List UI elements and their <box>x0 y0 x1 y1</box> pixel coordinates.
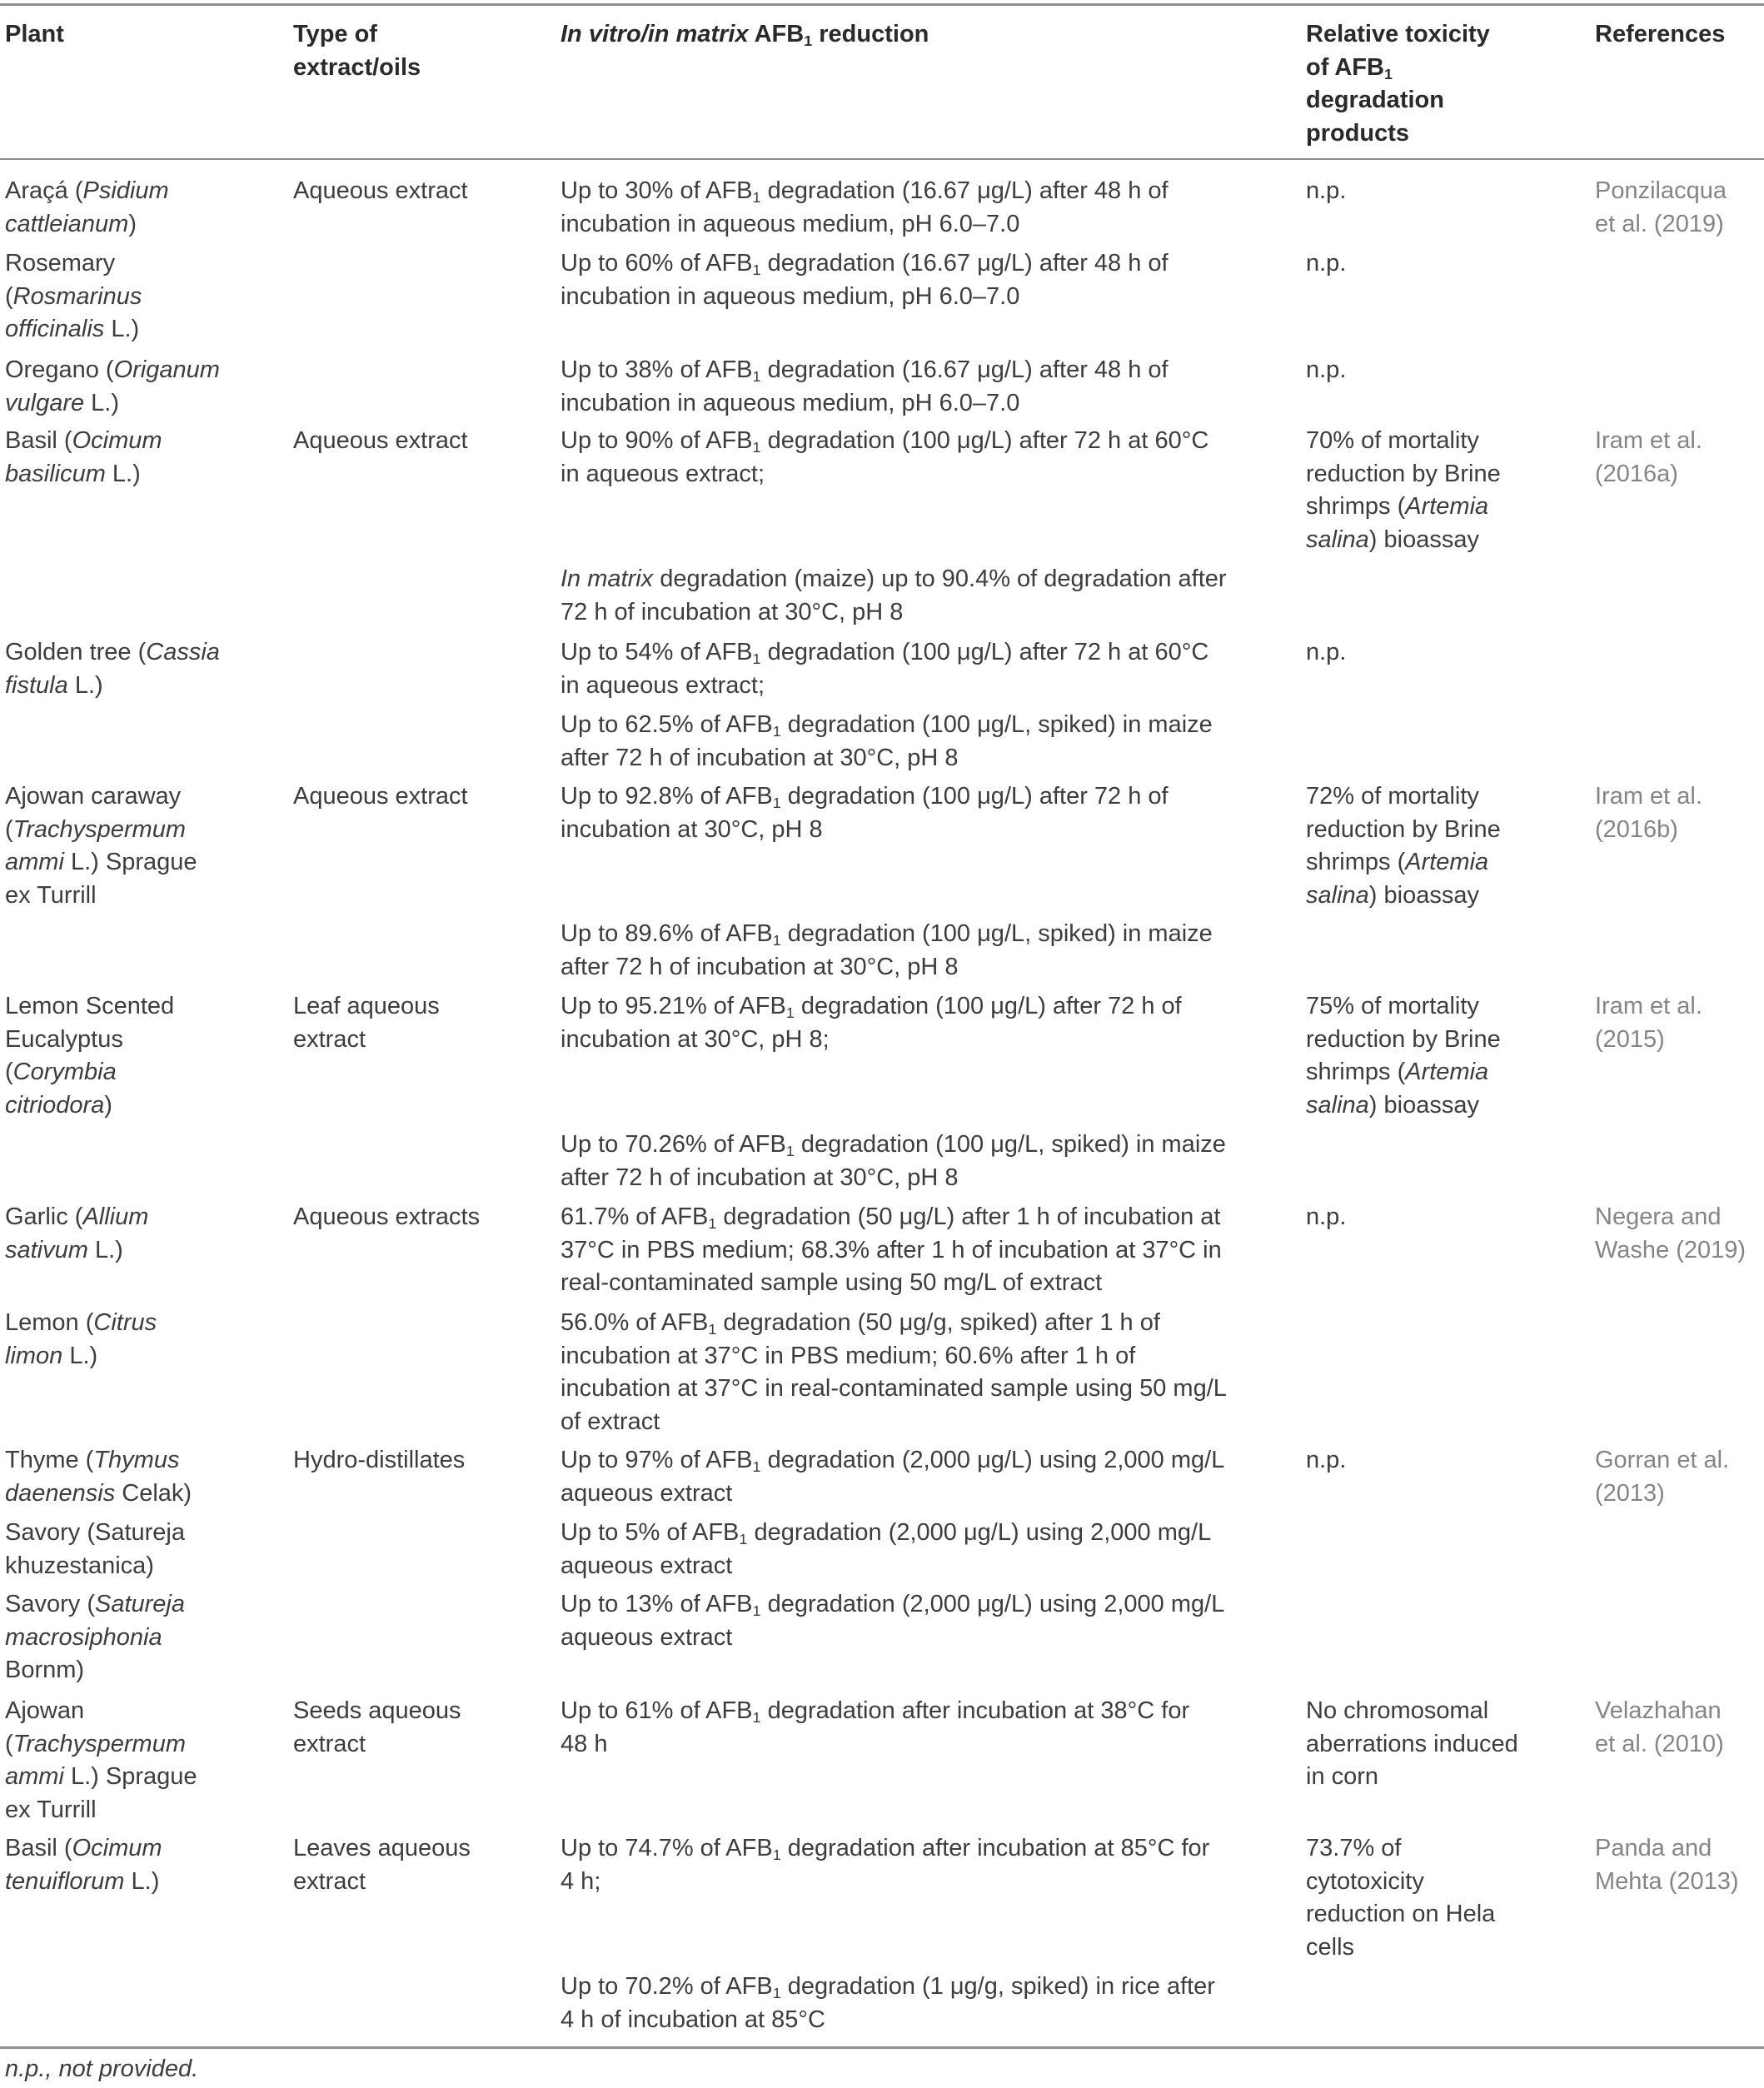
cell-plant: Lemon (Citrus limon L.) <box>5 1309 157 1369</box>
cell-reduction: 56.0% of $AFB_1$ degradation (50 μg/g, spiked) after 1 h of incubation at 37°C in PBS medium; 60.6% after 1 h of incubation at 37°C in real-contaminated sample using 50 mg/L of extract <box>561 1309 1227 1435</box>
cell-reference: Iram et al. (2016b) <box>1595 783 1702 843</box>
cell-plant: Rosemary (Rosmarinus officinalis L.) <box>5 250 142 342</box>
cell-toxicity: 75% of mortality reduction by Brine shrimps (Artemia salina) bioassay <box>1306 993 1501 1119</box>
cell-plant: Lemon Scented Eucalyptus (Corymbia citriodora) <box>5 993 175 1119</box>
cell-plant: Thyme (Thymus daenensis Celak) <box>5 1447 192 1507</box>
cell-reduction: Up to 74.7% of $AFB_1$ degradation after incubation at 85°C for 4 h; <box>561 1835 1210 1895</box>
cell-reduction: Up to 60% of $AFB_1$ degradation (16.67 μg/L) after 48 h of incubation in aqueous medium, pH 6.0–7.0 <box>561 250 1169 310</box>
cell-reduction: Up to 61% of $AFB_1$ degradation after incubation at 38°C for 48 h <box>561 1697 1190 1757</box>
cell-reference: Ponzilacqua et al. (2019) <box>1595 177 1727 237</box>
cell-reduction: Up to 97% of $AFB_1$ degradation (2,000 μg/L) using 2,000 mg/L aqueous extract <box>561 1447 1225 1507</box>
cell-reduction: Up to 95.21% of $AFB_1$ degradation (100 μg/L) after 72 h of incubation at 30°C, pH 8; <box>561 993 1182 1053</box>
cell-reduction: Up to 38% of $AFB_1$ degradation (16.67 μg/L) after 48 h of incubation in aqueous medium, pH 6.0–7.0 <box>561 356 1169 416</box>
table-footnote: n.p., not provided. <box>5 2056 199 2082</box>
cell-reduction: Up to 54% of $AFB_1$ degradation (100 μg/L) after 72 h at 60°C in aqueous extract; <box>561 639 1209 699</box>
cell-type: Aqueous extract <box>293 427 468 454</box>
cell-reference: Panda and Mehta (2013) <box>1595 1835 1739 1895</box>
header-plant: Plant <box>5 21 64 47</box>
header-references: References <box>1595 21 1726 47</box>
cell-toxicity: 72% of mortality reduction by Brine shrimps (Artemia salina) bioassay <box>1306 783 1501 909</box>
cell-plant: Savory (Satureja khuzestanica) <box>5 1519 185 1579</box>
cell-plant: Golden tree (Cassia fistula L.) <box>5 639 220 699</box>
cell-toxicity: 73.7% of cytotoxicity reduction on Hela cells <box>1306 1835 1496 1961</box>
cell-plant: Oregano (Origanum vulgare L.) <box>5 356 220 416</box>
cell-reduction: Up to 5% of $AFB_1$ degradation (2,000 μg/L) using 2,000 mg/L aqueous extract <box>561 1519 1212 1579</box>
cell-plant: Ajowan (Trachyspermum ammi L.) Sprague ex Turrill <box>5 1697 197 1823</box>
cell-plant: Basil (Ocimum basilicum L.) <box>5 427 162 487</box>
cell-reference: Iram et al. (2015) <box>1595 993 1702 1053</box>
cell-plant: Garlic (Allium sativum L.) <box>5 1203 149 1263</box>
cell-type: Leaves aqueous extract <box>293 1835 471 1895</box>
cell-reduction: Up to 90% of $AFB_1$ degradation (100 μg/L) after 72 h at 60°C in aqueous extract; <box>561 427 1209 487</box>
cell-toxicity: n.p. <box>1306 1447 1347 1473</box>
cell-plant: Basil (Ocimum tenuiflorum L.) <box>5 1835 162 1895</box>
cell-reduction-extra: In matrix degradation (maize) up to 90.4% of degradation after 72 h of incubation at 30°C, pH 8 <box>561 566 1227 625</box>
header-type: Type of extract/oils <box>293 21 421 81</box>
bottom-rule <box>0 2046 1764 2049</box>
cell-reference: Iram et al. (2016a) <box>1595 427 1702 487</box>
cell-reduction: Up to 92.8% of $AFB_1$ degradation (100 μg/L) after 72 h of incubation at 30°C, pH 8 <box>561 783 1169 843</box>
cell-type: Aqueous extracts <box>293 1203 481 1230</box>
cell-type: Leaf aqueous extract <box>293 993 440 1053</box>
cell-reference: Negera and Washe (2019) <box>1595 1203 1747 1263</box>
cell-toxicity: 70% of mortality reduction by Brine shrimps (Artemia salina) bioassay <box>1306 427 1501 553</box>
cell-reference: Velazhahan et al. (2010) <box>1595 1697 1724 1757</box>
cell-plant: Savory (Satureja macrosiphonia Bornm) <box>5 1591 185 1683</box>
cell-toxicity: n.p. <box>1306 177 1347 204</box>
cell-toxicity: n.p. <box>1306 639 1347 665</box>
cell-reference: Gorran et al. (2013) <box>1595 1447 1730 1507</box>
header-toxicity: Relative toxicity of $AFB_1$ degradation products <box>1306 21 1490 147</box>
cell-reduction-extra: Up to 70.26% of $AFB_1$ degradation (100 μg/L, spiked) in maize after 72 h of incubation at 30°C, pH 8 <box>561 1131 1226 1191</box>
header-rule <box>0 158 1764 160</box>
header-reduction: In vitro/in matrix $AFB_1$ reduction <box>561 21 929 50</box>
top-rule <box>0 3 1764 6</box>
cell-reduction: Up to 30% of $AFB_1$ degradation (16.67 μg/L) after 48 h of incubation in aqueous medium, pH 6.0–7.0 <box>561 177 1169 237</box>
cell-reduction: Up to 13% of $AFB_1$ degradation (2,000 μg/L) using 2,000 mg/L aqueous extract <box>561 1591 1225 1651</box>
cell-reduction-extra: Up to 89.6% of $AFB_1$ degradation (100 μg/L, spiked) in maize after 72 h of incubation at 30°C, pH 8 <box>561 920 1213 980</box>
cell-reduction-extra: Up to 70.2% of $AFB_1$ degradation (1 μg/g, spiked) in rice after 4 h of incubation at 85°C <box>561 1973 1215 2033</box>
cell-type: Aqueous extract <box>293 177 468 204</box>
cell-toxicity: n.p. <box>1306 250 1347 277</box>
cell-toxicity: n.p. <box>1306 356 1347 383</box>
cell-toxicity: No chromosomal aberrations induced in corn <box>1306 1697 1518 1790</box>
cell-reduction-extra: Up to 62.5% of $AFB_1$ degradation (100 μg/L, spiked) in maize after 72 h of incubation at 30°C, pH 8 <box>561 711 1213 771</box>
cell-reduction: 61.7% of $AFB_1$ degradation (50 μg/L) after 1 h of incubation at 37°C in PBS medium; 68.3% after 1 h of incubation at 37°C in real-contaminated sample using 50 mg/L of extract <box>561 1203 1222 1296</box>
cell-type: Seeds aqueous extract <box>293 1697 461 1757</box>
cell-type: Aqueous extract <box>293 783 468 810</box>
cell-type: Hydro-distillates <box>293 1447 466 1473</box>
cell-plant: Ajowan caraway (Trachyspermum ammi L.) Sprague ex Turrill <box>5 783 197 909</box>
cell-toxicity: n.p. <box>1306 1203 1347 1230</box>
cell-plant: Araçá (Psidium cattleianum) <box>5 177 169 237</box>
